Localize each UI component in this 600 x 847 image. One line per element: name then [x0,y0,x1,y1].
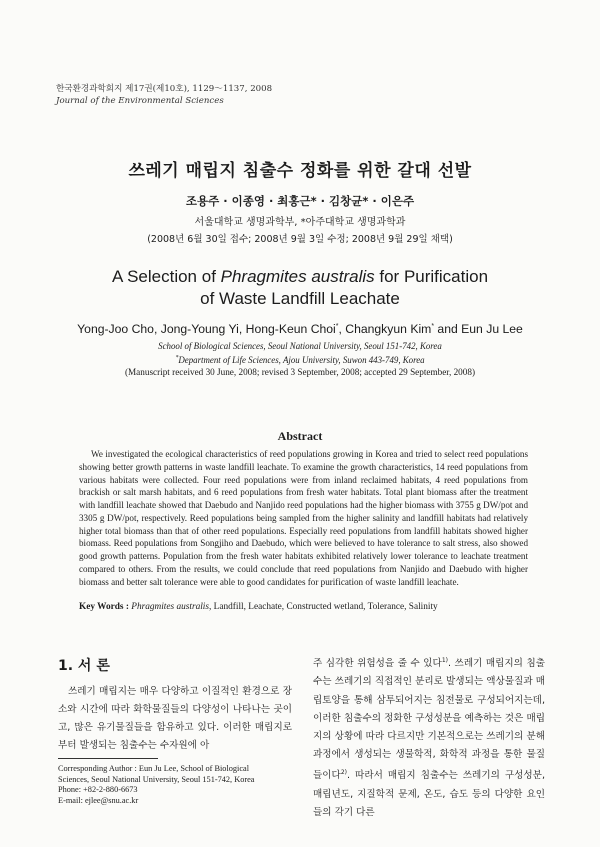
section-heading-introduction: 1. 서 론 [58,658,110,674]
intro-right-paragraph [313,652,545,822]
abstract-body: We investigated the ecological characteristics of reed populations growing in Korea and tried to select reed populations showing better growth patterns in waste landfill leachate. To examine the growth characteristics, 14 reed populations from various habitats were collected. Four reed populations were from inland reclaimed habitats, 4 reed populations from brackish or salt marsh habitats, and 6 reed populations from fresh water habitats. Total plant biomass after the treatment with landfill leachate showed that Daebudo and Nanjido reed populations had the higher biomass with 3755 g DW/pot and 3305 g DW/pot, respectively. Reed populations being sampled from the higher salinity and landfill habitats had relatively higher total biomass than that of other reed populations. Especially reed populations from landfill habitats showed higher biomass. Reed populations from Songjiho and Daebudo, which were believed to have tolerance to salt stress, also showed good growth patterns. Population from the fresh water habitats exhibited relatively lower tolerance to leachate treatment compared to others. From the results, we could conclude that reed populations from Nanjido and Daebudo with higher biomass and better salt tolerance were able to good candidates for purification of waste landfill leachate. [79,449,528,587]
title-english [0,266,600,310]
abstract-heading: Abstract [277,429,323,443]
author-mark: * [431,322,435,330]
affiliation-english [0,340,600,366]
authors-korean: 조용주 · 이종영 · 최홍근* · 김창균* · 이은주 [185,194,415,208]
authors-english-2: , Changkyun Kim [338,322,432,336]
intro-left-paragraph: 쓰레기 매립지는 매우 다양하고 이질적인 환경으로 장소와 시간에 따라 화학물질들의 다양성이 나타나는 곳이고, 많은 유기물질들을 함유하고 있다. 이러한 매립지로부터 발생되는 침출수는 수자원에 아 [58,686,292,751]
title-english-part2: for Purification [374,267,489,286]
authors-english-3: and Eun Ju Lee [434,322,523,336]
reference-1: 1) [441,657,448,664]
intro-right-text-2: . 쓰레기 매립지의 침출수는 쓰레기의 직접적인 분리로 발생되는 액상물질과 매립토양을 통해 삼투되어지는 침전물로 구성되어지는데, 이러한 침출수의 정화한 구성성분을 예측하는 것은 매립지의 상황에 따라 다르지만 기본적으로는 쓰레기의 분해과정에서 생성되는 생물학적, 화학적 과정을 통한 물질들이다 [313,658,545,782]
affiliation-mark: * [175,355,179,361]
reference-2: 2) [340,769,347,777]
title-english-species: Phragmites australis [220,267,375,286]
authors-english [0,322,600,336]
footnote-phone: Phone: +82-2-880-6673 [58,785,138,794]
dates-korean: (2008년 6월 30일 접수; 2008년 9월 3일 수정; 2008년 9월 29일 채택) [147,234,453,245]
authors-english-1: Yong-Joo Cho, Jong-Young Yi, Hong-Keun Choi [77,322,336,336]
author-mark: * [335,322,339,330]
keywords-rest: , Landfill, Leachate, Constructed wetland, Tolerance, Salinity [209,602,438,612]
affiliation-korean: 서울대학교 생명과학부, *아주대학교 생명과학과 [194,217,406,228]
intro-right-text-3: . 따라서 매립지 침출수는 쓰레기의 구성성분, 매립년도, 지질학적 문제, 온도, 습도 등의 다양한 요인들의 각기 다른 [313,770,545,818]
keywords [79,602,539,612]
keywords-label: Key Words : [79,602,132,612]
footnote-divider [58,758,158,759]
journal-citation: 한국환경과학회지 제17권(제10호), 1129～1137, 2008 [56,84,273,94]
title-english-line2: of Waste Landfill Leachate [200,289,400,308]
footnote-line: Sciences, Seoul National University, Seoul 151-742, Korea [58,774,255,784]
title-english-part1: A Selection of [111,267,221,286]
footnote-line: Corresponding Author : Eun Ju Lee, School of Biological [58,764,250,773]
intro-right-text-1: 주 심각한 위험성을 줄 수 있다 [313,658,442,670]
affiliation-english-1: School of Biological Sciences, Seoul National University, Seoul 151-742, Korea [158,341,442,351]
dates-english: (Manuscript received 30 June, 2008; revised 3 September, 2008; accepted 29 September, 2008) [124,367,476,377]
title-korean: 쓰레기 매립지 침출수 정화를 위한 갈대 선발 [128,161,472,181]
affiliation-english-2: Department of Life Sciences, Ajou University, Suwon 443-749, Korea [178,354,425,365]
journal-header [56,83,272,107]
corresponding-author-footnote [58,764,298,806]
keywords-species: Phragmites australis [131,602,210,612]
journal-name: Journal of the Environmental Sciences [56,96,224,106]
footnote-email: E-mail: ejlee@snu.ac.kr [58,795,139,805]
